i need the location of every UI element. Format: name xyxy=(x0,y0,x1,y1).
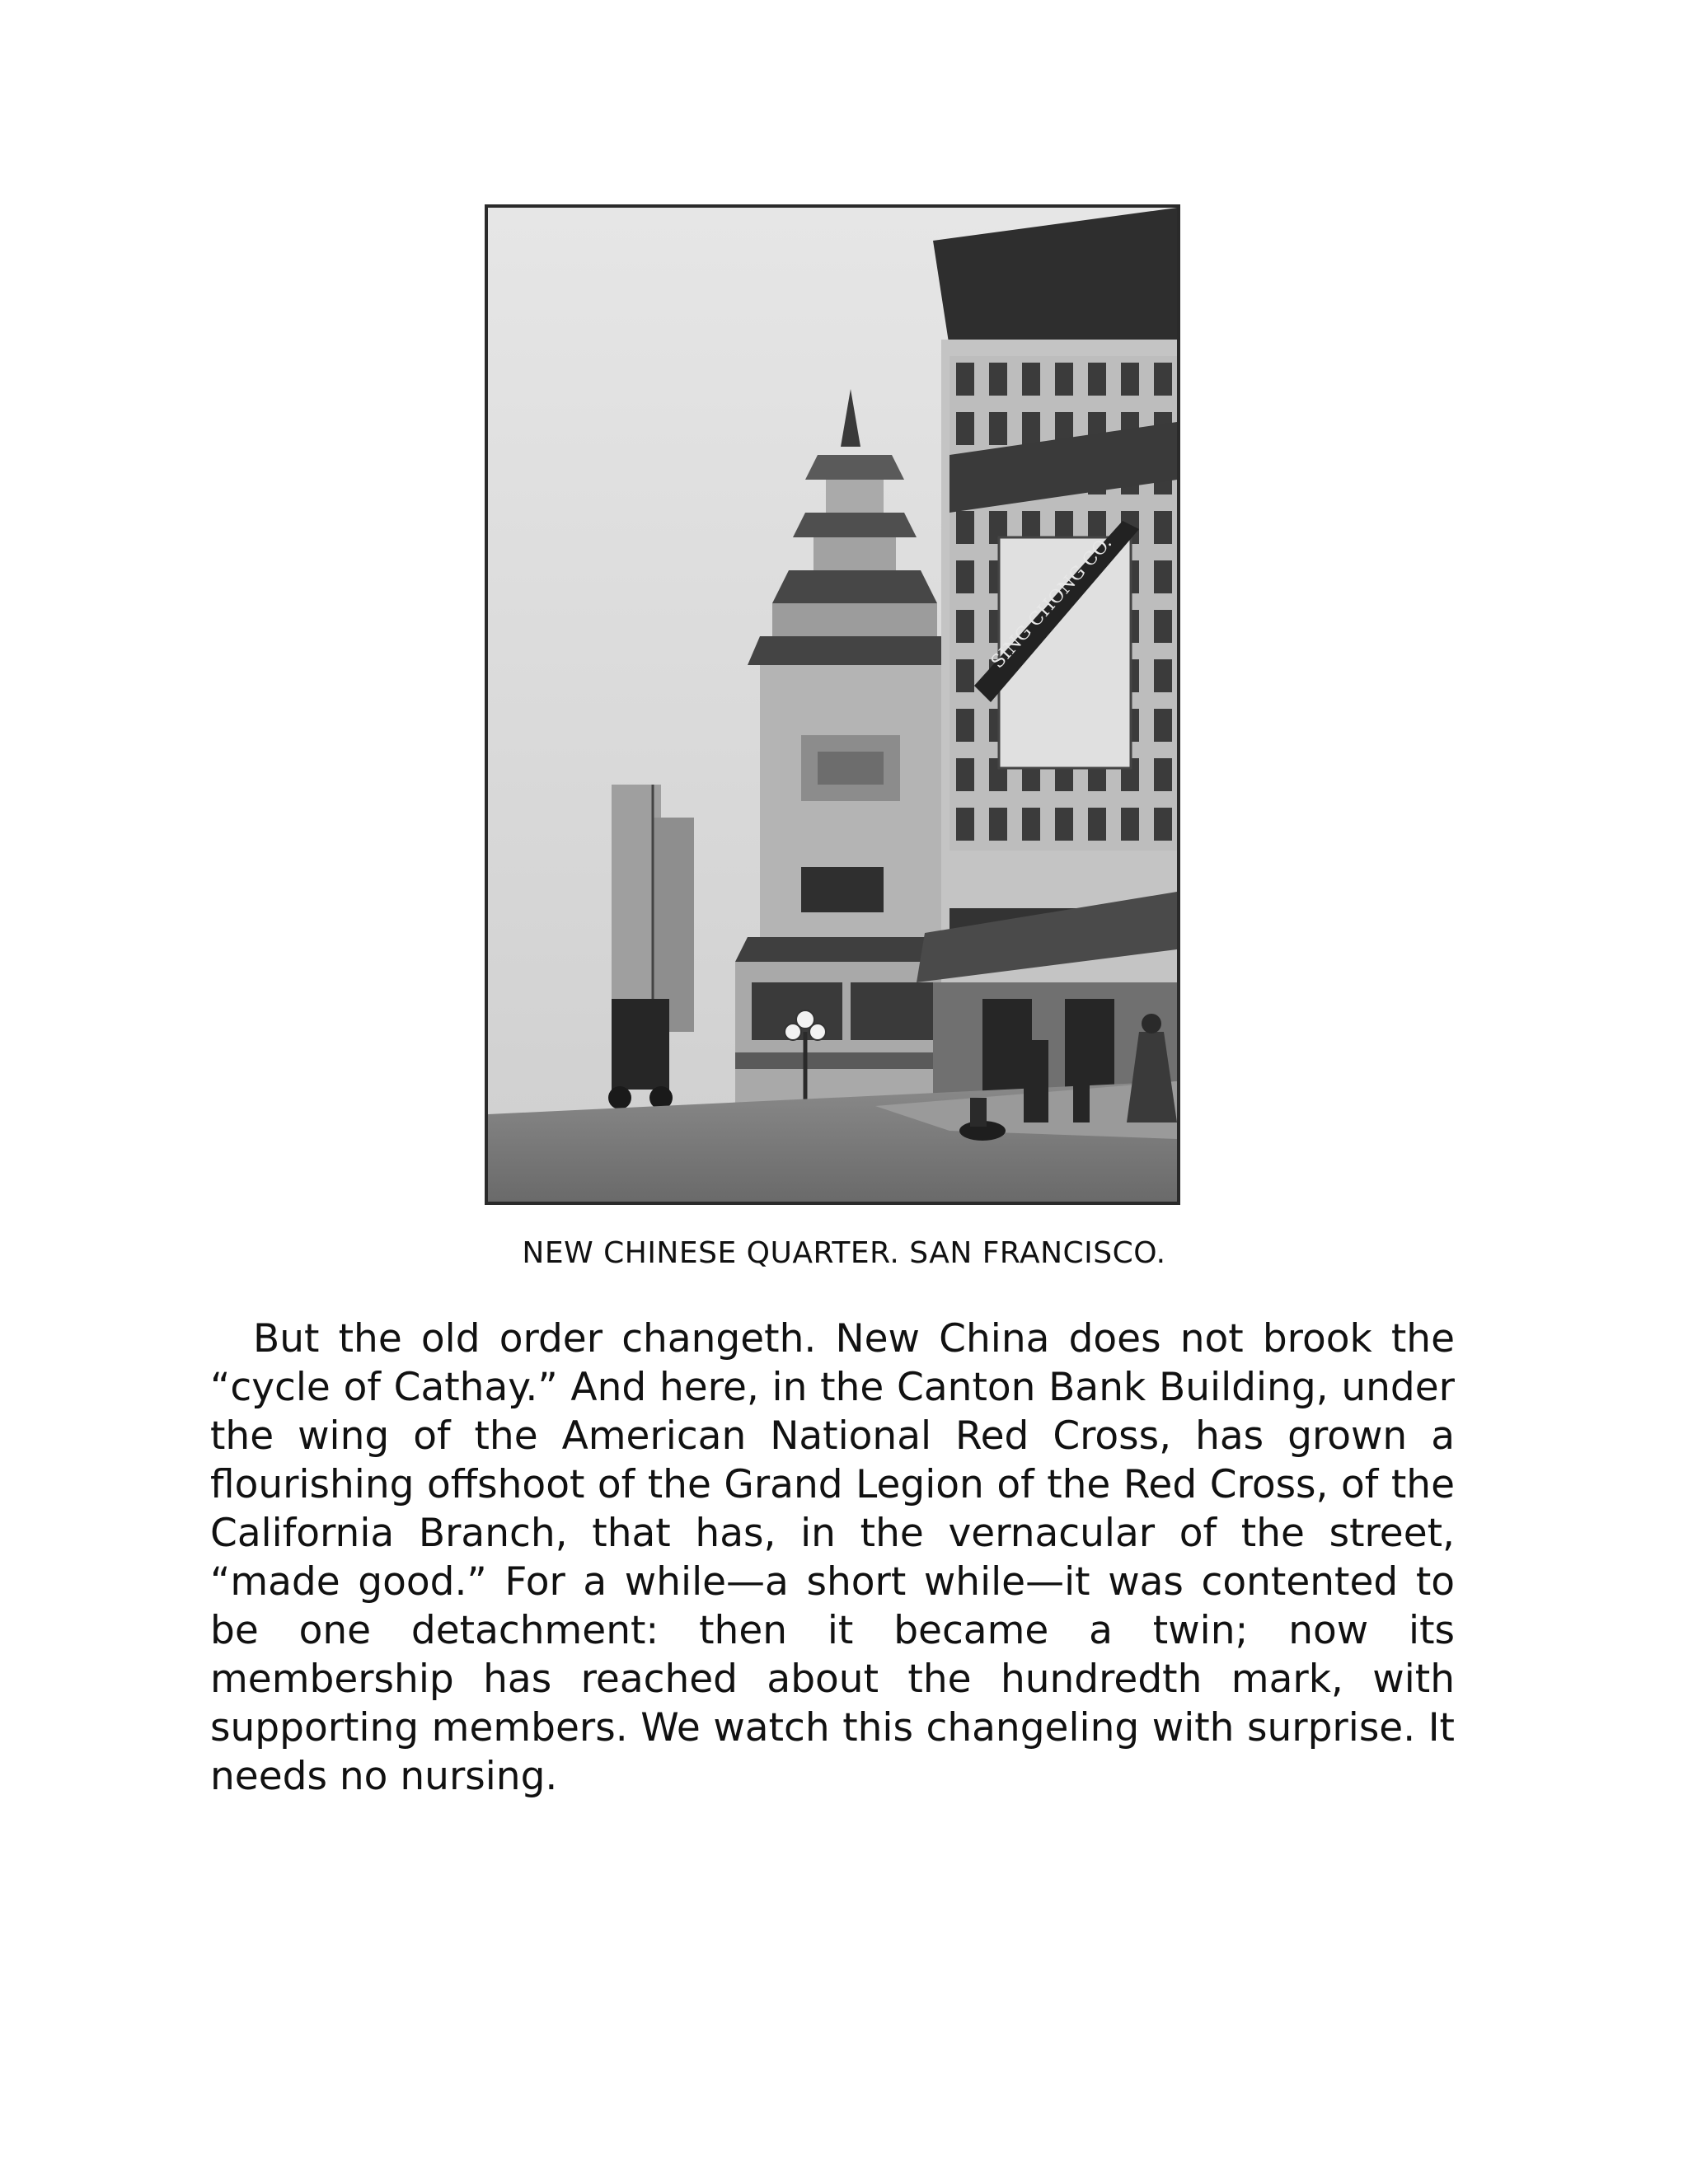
body-paragraph: But the old order changeth. New China does not brook the “cycle of Cathay.” And here, in the Canton Bank Building, under the wing of the American National Red Cross, has grown a flourishing offshoot of the Grand Legion of the Red Cross, of the California Branch, that has, in the vernacular of the street, “made good.” For a while—a short while—it was contented to be one detachment: then it became a twin; now its membership has reached about the hundredth mark, with supporting members. We watch this changeling with surprise. It needs no nursing. xyxy=(210,1316,1455,1799)
right-building xyxy=(917,208,1177,1164)
street-photograph xyxy=(485,204,1180,1205)
figure-caption: NEW CHINESE QUARTER. SAN FRANCISCO. xyxy=(522,1236,1166,1270)
photo-illustration xyxy=(488,208,1177,1202)
shop-sign-text: SING CHONG CO. xyxy=(987,532,1117,673)
